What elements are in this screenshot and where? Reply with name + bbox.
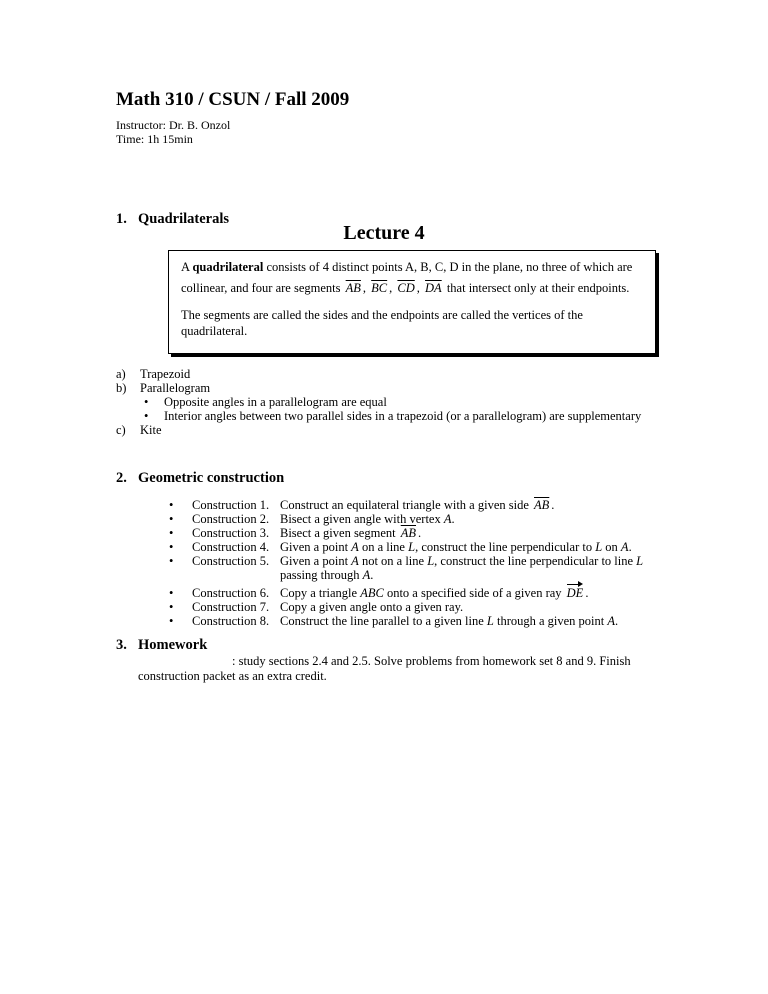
list-item bbox=[116, 367, 676, 381]
bullet-icon: • bbox=[169, 600, 174, 614]
bullet-icon: • bbox=[144, 395, 149, 409]
definition-paragraph: A quadrilateral consists of 4 distinct points A, B, C, D in the plane, no three of which are collinear, and four are segments $\overline{AB}$ , $\overline{BC}$ , $\overline{CD}$ , $\overline{DA}$ that intersect only at their endpoints. bbox=[181, 260, 633, 295]
homework-body: : study sections 2.4 and 2.5. Solve problems from homework set 8 and 9. Finish construction packet as an extra credit. bbox=[138, 654, 631, 683]
construction-label: Construction 6. bbox=[192, 586, 270, 600]
bullet-icon: • bbox=[169, 498, 174, 512]
construction-text: Copy a given angle onto a given ray. bbox=[280, 600, 464, 614]
construction-text: Copy a triangle ABC onto a specified side of a given ray DE . bbox=[280, 586, 589, 600]
bullet-icon: • bbox=[169, 540, 174, 554]
list-item-label: Trapezoid bbox=[140, 367, 191, 381]
bullet-icon: • bbox=[169, 586, 174, 600]
section-3-title: Homework bbox=[138, 637, 208, 653]
construction-text: Given a point A on a line L, construct the line perpendicular to L on A. bbox=[280, 540, 632, 554]
list-item-label: Kite bbox=[140, 423, 162, 437]
construction-label: Construction 4. bbox=[192, 540, 270, 554]
list-item bbox=[168, 512, 668, 526]
definition-paragraph-2: The segments are called the sides and the endpoints are called the vertices of the quadrilateral. bbox=[181, 308, 583, 338]
construction-label: Construction 2. bbox=[192, 512, 270, 526]
bullet-icon: • bbox=[169, 554, 174, 568]
list-item bbox=[168, 600, 668, 614]
sub-list-text: Interior angles between two parallel sides in a trapezoid (or a parallelogram) are supplementary bbox=[164, 409, 642, 423]
list-item bbox=[116, 381, 676, 423]
list-item bbox=[168, 498, 668, 512]
list-item bbox=[116, 423, 676, 437]
list-item bbox=[168, 614, 668, 628]
course-title: Math 310 / CSUN / Fall 2009 bbox=[116, 89, 350, 110]
homework-text bbox=[138, 654, 678, 684]
segment-bc: $\overline{BC}$ bbox=[371, 281, 388, 295]
definition-intro: A bbox=[181, 260, 190, 274]
section-2-number: 2. bbox=[116, 470, 127, 486]
lecture-title: Lecture 4 bbox=[343, 222, 425, 244]
section-1-title: Quadrilaterals bbox=[138, 211, 230, 227]
quadrilateral-types-list bbox=[116, 367, 676, 437]
list-marker: b) bbox=[116, 381, 127, 395]
definition-term: quadrilateral bbox=[192, 260, 264, 274]
construction-text: Bisect a given angle with vertex A. bbox=[280, 512, 455, 526]
sub-list-item bbox=[140, 395, 676, 409]
section-1-heading bbox=[116, 211, 229, 228]
segment-cd: $\overline{CD}$ bbox=[397, 281, 415, 295]
construction-text: Construct an equilateral triangle with a given side $\overline{AB}$ . bbox=[280, 498, 555, 512]
section-2-title: Geometric construction bbox=[138, 470, 285, 486]
list-marker: a) bbox=[116, 367, 126, 381]
section-1-number: 1. bbox=[116, 211, 127, 227]
bullet-icon: • bbox=[169, 526, 174, 540]
segment-da: $\overline{DA}$ bbox=[425, 281, 442, 295]
bullet-icon: • bbox=[144, 409, 149, 423]
list-item-label: Parallelogram bbox=[140, 381, 211, 395]
ray-de: DE bbox=[566, 586, 584, 600]
construction-text: Given a point A not on a line L, construct the line perpendicular to line L passing through A. bbox=[280, 554, 644, 582]
constructions-list bbox=[168, 498, 668, 628]
bullet-icon: • bbox=[169, 512, 174, 526]
list-item bbox=[168, 526, 668, 540]
construction-label: Construction 7. bbox=[192, 600, 270, 614]
construction-label: Construction 5. bbox=[192, 554, 270, 568]
section-3-heading bbox=[116, 637, 207, 654]
construction-label: Construction 8. bbox=[192, 614, 270, 628]
construction-label: Construction 1. bbox=[192, 498, 270, 512]
sub-list-item bbox=[140, 409, 676, 423]
construction-text: Construct the line parallel to a given line L through a given point A. bbox=[280, 614, 619, 628]
definition-box bbox=[168, 250, 656, 354]
definition-text-1: consists of 4 distinct points A, B, C, D in the plane, no three of which are collinear, and four are segments bbox=[181, 260, 633, 295]
list-item bbox=[168, 586, 668, 600]
list-marker: c) bbox=[116, 423, 126, 437]
list-item bbox=[168, 554, 668, 582]
section-2-heading bbox=[116, 470, 284, 487]
list-item bbox=[168, 540, 668, 554]
bullet-icon: • bbox=[169, 614, 174, 628]
sub-list-text: Opposite angles in a parallelogram are equal bbox=[164, 395, 387, 409]
construction-label: Construction 3. bbox=[192, 526, 270, 540]
instructor-line: Instructor: Dr. B. Onzol bbox=[116, 118, 231, 132]
time-line: Time: 1h 15min bbox=[116, 132, 193, 146]
construction-text: Bisect a given segment $\overline{AB}$ . bbox=[280, 526, 422, 540]
definition-text-2: that intersect only at their endpoints. bbox=[446, 281, 630, 295]
section-3-number: 3. bbox=[116, 637, 127, 653]
segment-ab: $\overline{AB}$ bbox=[345, 281, 361, 295]
